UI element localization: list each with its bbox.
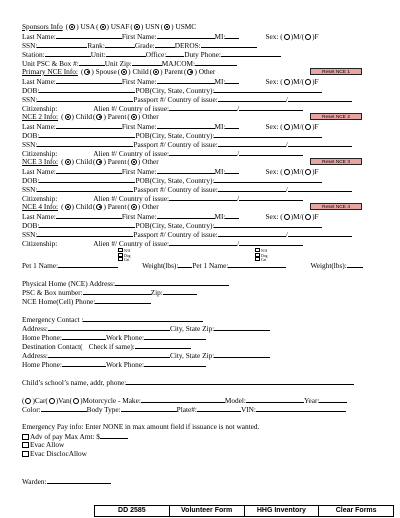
destination-phone-row bbox=[22, 359, 206, 369]
sex-male-label: )M/( bbox=[290, 212, 305, 221]
reset-nce3-button[interactable] bbox=[310, 158, 362, 165]
form-label: Address: bbox=[22, 351, 48, 360]
pet-type-label: N/A bbox=[124, 249, 131, 253]
pet2-weight-label: Weight(lbs): bbox=[310, 261, 347, 270]
form-label: Physical Home (NCE) Address: bbox=[22, 279, 116, 288]
form-label: PSC & Box number: bbox=[22, 288, 83, 297]
sex-female-label: )F bbox=[312, 122, 319, 131]
sponsor-first-name-field[interactable] bbox=[157, 31, 215, 39]
form-label: MAJCOM: bbox=[161, 59, 195, 68]
nce-passport-field[interactable] bbox=[218, 229, 286, 237]
form-label: POB(City, State, Country): bbox=[135, 131, 215, 140]
branch-label-usmc: USMC bbox=[175, 22, 197, 31]
form-label: POB(City, State, Country): bbox=[135, 221, 215, 230]
pets-row bbox=[22, 260, 363, 270]
nce-alien-country-field[interactable] bbox=[239, 103, 303, 111]
sponsor-ssn-field[interactable] bbox=[37, 40, 87, 48]
sponsor-zip-field[interactable] bbox=[132, 58, 162, 66]
evac-dislo-row bbox=[22, 449, 87, 458]
form-label: Evac DisclocAllow bbox=[30, 449, 87, 458]
form-label: Passport #/ Country of issue: bbox=[133, 95, 218, 104]
sponsor-unit-field[interactable] bbox=[106, 49, 146, 57]
form-label: Last Name: bbox=[22, 32, 56, 41]
form-label: MI: bbox=[214, 122, 226, 131]
pet2-name-field[interactable] bbox=[228, 260, 286, 268]
pet2-weight-field[interactable] bbox=[347, 260, 363, 268]
nce2-child-radio[interactable] bbox=[65, 114, 71, 120]
form-label: Citizenship: bbox=[22, 149, 58, 158]
form-label: Alien #/ Country of issue: bbox=[93, 194, 170, 203]
form-label: First Name: bbox=[121, 122, 157, 131]
form-label: Unit PSC & Box #: bbox=[22, 59, 79, 68]
form-label: Adv of pay Max Amt: $ bbox=[30, 432, 100, 441]
sex-female-radio[interactable] bbox=[305, 34, 311, 40]
form-label: Passport #/ Country of issue: bbox=[133, 185, 218, 194]
form-label: MI: bbox=[214, 212, 226, 221]
form-label: MI: bbox=[214, 167, 226, 176]
form-label: DOB: bbox=[22, 221, 40, 230]
nce-mi-field[interactable] bbox=[225, 121, 239, 129]
nce-first-name-field[interactable] bbox=[157, 211, 215, 219]
nce-alien-country-field[interactable] bbox=[239, 238, 303, 246]
form-label: First Name: bbox=[121, 212, 157, 221]
sponsor-branch-row: Sponsors Info ( ) USA( ) USAF( ) USN( ) USMC bbox=[22, 22, 197, 31]
home-phone-row bbox=[22, 296, 151, 306]
relation-label-other: Other bbox=[142, 157, 159, 166]
nce-pob-field[interactable] bbox=[214, 175, 322, 183]
form-label: Evac Allow bbox=[30, 440, 65, 449]
form-label: SSN: bbox=[22, 185, 38, 194]
relation-label-parent: Parent bbox=[107, 112, 127, 121]
reset-label: Reset NCE bbox=[321, 205, 346, 210]
form-label: / bbox=[285, 140, 288, 149]
nce4-relation-row: NCE 4 Info: ( ) Child( ) Parent( ) Other bbox=[22, 202, 159, 211]
home-phone-field[interactable] bbox=[95, 296, 151, 304]
sponsor-grade-field[interactable] bbox=[155, 40, 175, 48]
vehicle-model-field[interactable] bbox=[246, 395, 304, 403]
nce-pob-field[interactable] bbox=[214, 130, 322, 138]
nce1-child-radio[interactable] bbox=[121, 69, 127, 75]
reset-number: 2 bbox=[347, 115, 350, 120]
form-label: )Car( bbox=[32, 396, 48, 405]
nce-mi-field[interactable] bbox=[225, 166, 239, 174]
form-label: / bbox=[237, 194, 240, 203]
pet2-type-checkbox[interactable] bbox=[255, 248, 260, 252]
pet1-label: Pet 1 Name: bbox=[22, 261, 59, 270]
reset-number: 4 bbox=[347, 205, 350, 210]
nce-passport-field[interactable] bbox=[218, 139, 286, 147]
form-label: MI: bbox=[214, 77, 226, 86]
form-label: Warden: bbox=[22, 477, 47, 486]
nce-passport-field[interactable] bbox=[218, 94, 286, 102]
nce-mi-field[interactable] bbox=[225, 211, 239, 219]
sex-male-label: )M/( bbox=[290, 122, 305, 131]
form-label: Work Phone: bbox=[105, 333, 145, 342]
vehicle-vin-field[interactable] bbox=[256, 404, 346, 412]
form-label: City, State Zip: bbox=[169, 324, 215, 333]
form-label: Rank: bbox=[87, 41, 105, 50]
pet2-label: Pet 1 Name: bbox=[192, 261, 229, 270]
relation-label-child: Child bbox=[75, 157, 92, 166]
vehicle-year-field[interactable] bbox=[319, 395, 347, 403]
nce-first-name-field[interactable] bbox=[157, 76, 215, 84]
nce1-relation-row: Primary NCE Info: ( ) Spouse( ) Child( ) Parent( ) Other bbox=[22, 67, 216, 76]
branch-label-usa: USA bbox=[80, 22, 96, 31]
relation-label-other: Other bbox=[142, 112, 159, 121]
form-label: Citizenship: bbox=[22, 194, 58, 203]
nce2-relation-row: NCE 2 Info: ( ) Child( ) Parent( ) Other bbox=[22, 112, 159, 121]
form-label: Citizenship: bbox=[22, 239, 58, 248]
home-zip-field[interactable] bbox=[163, 287, 197, 295]
reset-label: Reset NCE bbox=[321, 70, 346, 75]
form-label: MI: bbox=[214, 32, 226, 41]
nce-alien-field[interactable] bbox=[169, 238, 240, 248]
footer-button-bar bbox=[94, 505, 394, 517]
destination-home-phone-field[interactable] bbox=[62, 359, 106, 367]
form-label: DOB: bbox=[22, 86, 40, 95]
nce-dob-field[interactable] bbox=[39, 220, 135, 228]
form-label: Last Name: bbox=[22, 122, 56, 131]
nce4-other-radio[interactable] bbox=[131, 204, 137, 210]
pet1-weight-field[interactable] bbox=[178, 260, 192, 268]
dd2585-button[interactable]: DD 2585 bbox=[118, 507, 146, 514]
nce-mi-field[interactable] bbox=[225, 76, 239, 84]
form-label: First Name: bbox=[121, 32, 157, 41]
nce-passport-country-field[interactable] bbox=[285, 184, 352, 194]
form-label: / bbox=[237, 149, 240, 158]
form-label: Alien #/ Country of issue: bbox=[93, 239, 170, 248]
nce-passport-field[interactable] bbox=[218, 184, 286, 192]
warden-field[interactable] bbox=[47, 476, 111, 484]
relation-label-parent: Parent bbox=[107, 202, 127, 211]
form-label: Plate#: bbox=[176, 405, 197, 414]
volunteer-form-button[interactable]: Volunteer Form bbox=[169, 506, 244, 516]
nce3-relation-row: NCE 3 Info: ( ) Child( ) Parent( ) Other bbox=[22, 157, 159, 166]
branch-radio-usaf[interactable] bbox=[100, 24, 106, 30]
form-label: Model: bbox=[224, 396, 246, 405]
sponsor-station-field[interactable] bbox=[45, 49, 91, 57]
reset-number: 1 bbox=[347, 70, 350, 75]
form-label: Emergency Contact : bbox=[22, 315, 84, 324]
warden-row bbox=[22, 476, 111, 486]
nce4-parent-radio[interactable] bbox=[96, 204, 102, 210]
nce3-child-radio[interactable] bbox=[65, 159, 71, 165]
sponsor-duty-phone-field[interactable] bbox=[221, 49, 281, 57]
branch-label-usn: USN bbox=[145, 22, 160, 31]
pet1-weight-label: Weight(lbs): bbox=[142, 261, 179, 270]
form-label: )Motorcycle - Make: bbox=[80, 396, 141, 405]
destination-address-field[interactable] bbox=[48, 350, 170, 358]
form-label: Passport #/ Country of issue: bbox=[133, 230, 218, 239]
sex-female-label: )F bbox=[312, 167, 319, 176]
relation-label-parent: Parent bbox=[107, 157, 127, 166]
form-label: Year: bbox=[303, 396, 320, 405]
pay-info-row bbox=[22, 422, 259, 431]
form-label: Unit Zip: bbox=[104, 59, 132, 68]
reset-label: Reset NCE bbox=[321, 115, 346, 120]
sponsor-office-field[interactable] bbox=[166, 49, 184, 57]
evac-allow-row bbox=[22, 440, 64, 449]
pet-type-label: Dog bbox=[124, 253, 131, 258]
form-label: Work Phone: bbox=[105, 360, 145, 369]
clear-forms-button[interactable]: Clear Forms bbox=[318, 506, 393, 516]
sponsor-rank-field[interactable] bbox=[105, 40, 135, 48]
branch-radio-usmc[interactable] bbox=[164, 24, 170, 30]
form-label: First Name: bbox=[121, 77, 157, 86]
form-label: Citizenship: bbox=[22, 104, 58, 113]
form-label: Passport #/ Country of issue: bbox=[133, 140, 218, 149]
emergency-contact-field[interactable] bbox=[83, 314, 203, 322]
destination-contact-field[interactable] bbox=[135, 341, 191, 349]
form-label: Alien #/ Country of issue: bbox=[93, 104, 170, 113]
form-label: Duty Phone: bbox=[184, 50, 221, 59]
vehicle-detail-row bbox=[22, 404, 346, 414]
nce1-other-radio[interactable] bbox=[187, 69, 193, 75]
nce3-other-radio[interactable] bbox=[131, 159, 137, 165]
form-label: SSN: bbox=[22, 140, 38, 149]
relation-label-child: Child bbox=[75, 112, 92, 121]
form-label: / bbox=[285, 95, 288, 104]
form-label: SSN: bbox=[22, 41, 38, 50]
nce-ssn-field[interactable] bbox=[37, 184, 133, 192]
sex-label: Sex: ( bbox=[265, 32, 283, 41]
evac-dislo-checkbox[interactable] bbox=[22, 451, 29, 457]
sex-male-radio[interactable] bbox=[284, 34, 290, 40]
nce-passport-country-field[interactable] bbox=[285, 139, 352, 149]
reset-label: Reset NCE bbox=[321, 160, 346, 165]
form-label: )Van( bbox=[55, 396, 73, 405]
nce-alien-country-field[interactable] bbox=[239, 148, 303, 156]
form-label: Last Name: bbox=[22, 212, 56, 221]
emergency-home-phone-field[interactable] bbox=[62, 332, 106, 340]
pet1-type-checkbox[interactable] bbox=[118, 253, 123, 257]
relation-label-parent: Parent bbox=[164, 67, 184, 76]
nce1-title: Primary NCE Info: bbox=[22, 67, 78, 76]
reset-number: 3 bbox=[347, 160, 350, 165]
nce-pob-field[interactable] bbox=[214, 85, 322, 93]
form-label: Unit: bbox=[90, 50, 106, 59]
form-label: Last Name: bbox=[22, 77, 56, 86]
form-label: POB(City, State, Country): bbox=[135, 86, 215, 95]
emergency-work-phone-field[interactable] bbox=[144, 332, 206, 340]
nce3-title: NCE 3 Info: bbox=[22, 157, 59, 166]
nce4-child-radio[interactable] bbox=[65, 204, 71, 210]
emergency-city-field[interactable] bbox=[214, 323, 270, 331]
relation-label-other: Other bbox=[142, 202, 159, 211]
pay-info-label: Emergency Pay info: Enter NONE in max amount field if issuance is not wanted. bbox=[22, 422, 260, 431]
nce-dob-field[interactable] bbox=[39, 85, 135, 93]
nce-ssn-field[interactable] bbox=[37, 139, 133, 147]
sex-label: Sex: ( bbox=[265, 212, 283, 221]
form-label: Office: bbox=[145, 50, 167, 59]
form-label: Body Type: bbox=[86, 405, 121, 414]
form-label: / bbox=[285, 230, 288, 239]
nce2-other-radio[interactable] bbox=[131, 114, 137, 120]
sex-label: Sex: ( bbox=[265, 122, 283, 131]
form-label: Destination Contact( bbox=[22, 342, 83, 351]
form-label: Check if same): bbox=[88, 342, 135, 351]
nce-ssn-field[interactable] bbox=[37, 229, 133, 237]
nce-last-name-field[interactable] bbox=[56, 211, 122, 219]
sponsor-last-name-field[interactable] bbox=[56, 31, 122, 39]
pet1-type-checkbox[interactable] bbox=[118, 248, 123, 252]
pet-type-label: Dog bbox=[261, 253, 268, 258]
vehicle-make-field[interactable] bbox=[141, 395, 225, 403]
form-label: SSN: bbox=[22, 95, 38, 104]
form-label: Station: bbox=[22, 50, 45, 59]
form-label: SSN: bbox=[22, 230, 38, 239]
form-label: Color: bbox=[22, 405, 41, 414]
relation-label-spouse: Spouse bbox=[95, 67, 117, 76]
pet-type-label: N/A bbox=[261, 249, 268, 253]
sex-label: Sex: ( bbox=[265, 77, 283, 86]
nce-passport-country-field[interactable] bbox=[285, 229, 352, 239]
branch-radio-usa[interactable] bbox=[69, 24, 75, 30]
sponsor-majcom-field[interactable] bbox=[195, 58, 237, 66]
home-psc-field[interactable] bbox=[83, 287, 151, 295]
sex-female-label: )F bbox=[312, 32, 319, 41]
form-label: DEROS: bbox=[174, 41, 201, 50]
sex-male-label: )M/( bbox=[290, 167, 305, 176]
branch-radio-usn[interactable] bbox=[134, 24, 140, 30]
nce4-citizenship-row bbox=[22, 238, 303, 248]
destination-city-field[interactable] bbox=[214, 350, 270, 358]
school-field[interactable] bbox=[126, 377, 354, 385]
form-label: DOB: bbox=[22, 176, 40, 185]
home-address-field[interactable] bbox=[115, 278, 229, 286]
vehicle-row: ( )Car( )Van( )Motorcycle - Make: Model: Year: bbox=[22, 395, 347, 405]
branch-label-usaf: USAF bbox=[110, 22, 130, 31]
form-label: NCE Home(Cell) Phone: bbox=[22, 297, 96, 306]
nce2-parent-radio[interactable] bbox=[96, 114, 102, 120]
nce-last-name-field[interactable] bbox=[56, 121, 122, 129]
nce-dob-field[interactable] bbox=[39, 130, 135, 138]
sex-label: Sex: ( bbox=[265, 167, 283, 176]
nce-alien-field[interactable] bbox=[169, 193, 240, 203]
vehicle-body-field[interactable] bbox=[121, 404, 177, 412]
sponsor-title: Sponsors Info bbox=[22, 22, 63, 31]
pet1-name-field[interactable] bbox=[58, 260, 118, 268]
nce1-parent-radio[interactable] bbox=[153, 69, 159, 75]
evac-allow-checkbox[interactable] bbox=[22, 442, 29, 448]
emergency-address-field[interactable] bbox=[48, 323, 170, 331]
relation-label-other: Other bbox=[198, 67, 216, 76]
form-label: / bbox=[237, 104, 240, 113]
school-row bbox=[22, 377, 354, 387]
form-label: Address: bbox=[22, 324, 48, 333]
destination-work-phone-field[interactable] bbox=[144, 359, 206, 367]
form-label: Home Phone: bbox=[22, 333, 62, 342]
nce-alien-country-field[interactable] bbox=[239, 193, 303, 201]
nce-last-name-field[interactable] bbox=[56, 76, 122, 84]
nce-dob-field[interactable] bbox=[39, 175, 135, 183]
form-label: / bbox=[237, 239, 240, 248]
nce-alien-field[interactable] bbox=[169, 103, 240, 113]
vehicle-plate-field[interactable] bbox=[197, 404, 241, 412]
vehicle-color-field[interactable] bbox=[41, 404, 87, 412]
reset-nce1-button[interactable] bbox=[310, 68, 362, 75]
nce-first-name-field[interactable] bbox=[157, 166, 215, 174]
form-label: Alien #/ Country of issue: bbox=[93, 149, 170, 158]
sponsor-psc-field[interactable] bbox=[79, 58, 105, 66]
form-label: VIN: bbox=[240, 405, 256, 414]
relation-label-child: Child bbox=[75, 202, 92, 211]
sex-female-label: )F bbox=[312, 77, 319, 86]
form-label: Zip: bbox=[150, 288, 163, 297]
form-label: DOB: bbox=[22, 131, 40, 140]
sponsor-mi-field[interactable] bbox=[225, 31, 239, 39]
sponsor-deros-field[interactable] bbox=[201, 40, 257, 48]
form-label: Grade: bbox=[134, 41, 155, 50]
form-label: Home Phone: bbox=[22, 360, 62, 369]
nce-ssn-field[interactable] bbox=[37, 94, 133, 102]
nce3-parent-radio[interactable] bbox=[96, 159, 102, 165]
nce-alien-field[interactable] bbox=[169, 148, 240, 158]
adv-pay-amount-field[interactable] bbox=[100, 431, 128, 439]
form-label: Last Name: bbox=[22, 167, 56, 176]
sex-female-label: )F bbox=[312, 212, 319, 221]
form-label: POB(City, State, Country): bbox=[135, 176, 215, 185]
nce-passport-country-field[interactable] bbox=[285, 94, 352, 104]
nce-first-name-field[interactable] bbox=[157, 121, 215, 129]
reset-nce4-button[interactable] bbox=[310, 203, 362, 210]
form-label: First Name: bbox=[121, 167, 157, 176]
nce-pob-field[interactable] bbox=[214, 220, 322, 228]
pet2-type-checkbox[interactable] bbox=[255, 253, 260, 257]
nce1-spouse-radio[interactable] bbox=[84, 69, 90, 75]
hhg-inventory-button[interactable]: HHG Inventory bbox=[244, 506, 319, 516]
pet-type-label: Cat bbox=[261, 258, 267, 263]
nce4-title: NCE 4 Info: bbox=[22, 202, 59, 211]
sex-male-label: )M/( bbox=[290, 77, 305, 86]
pet-type-label: Cat bbox=[124, 258, 130, 263]
nce2-title: NCE 2 Info: bbox=[22, 112, 59, 121]
school-label: Child’s school’s name, addr, phone: bbox=[22, 378, 127, 387]
nce-last-name-field[interactable] bbox=[56, 166, 122, 174]
reset-nce2-button[interactable] bbox=[310, 113, 362, 120]
relation-label-child: Child bbox=[132, 67, 149, 76]
form-label: City, State Zip: bbox=[169, 351, 215, 360]
form-label: / bbox=[285, 185, 288, 194]
sex-male-label: )M/( bbox=[290, 32, 305, 41]
